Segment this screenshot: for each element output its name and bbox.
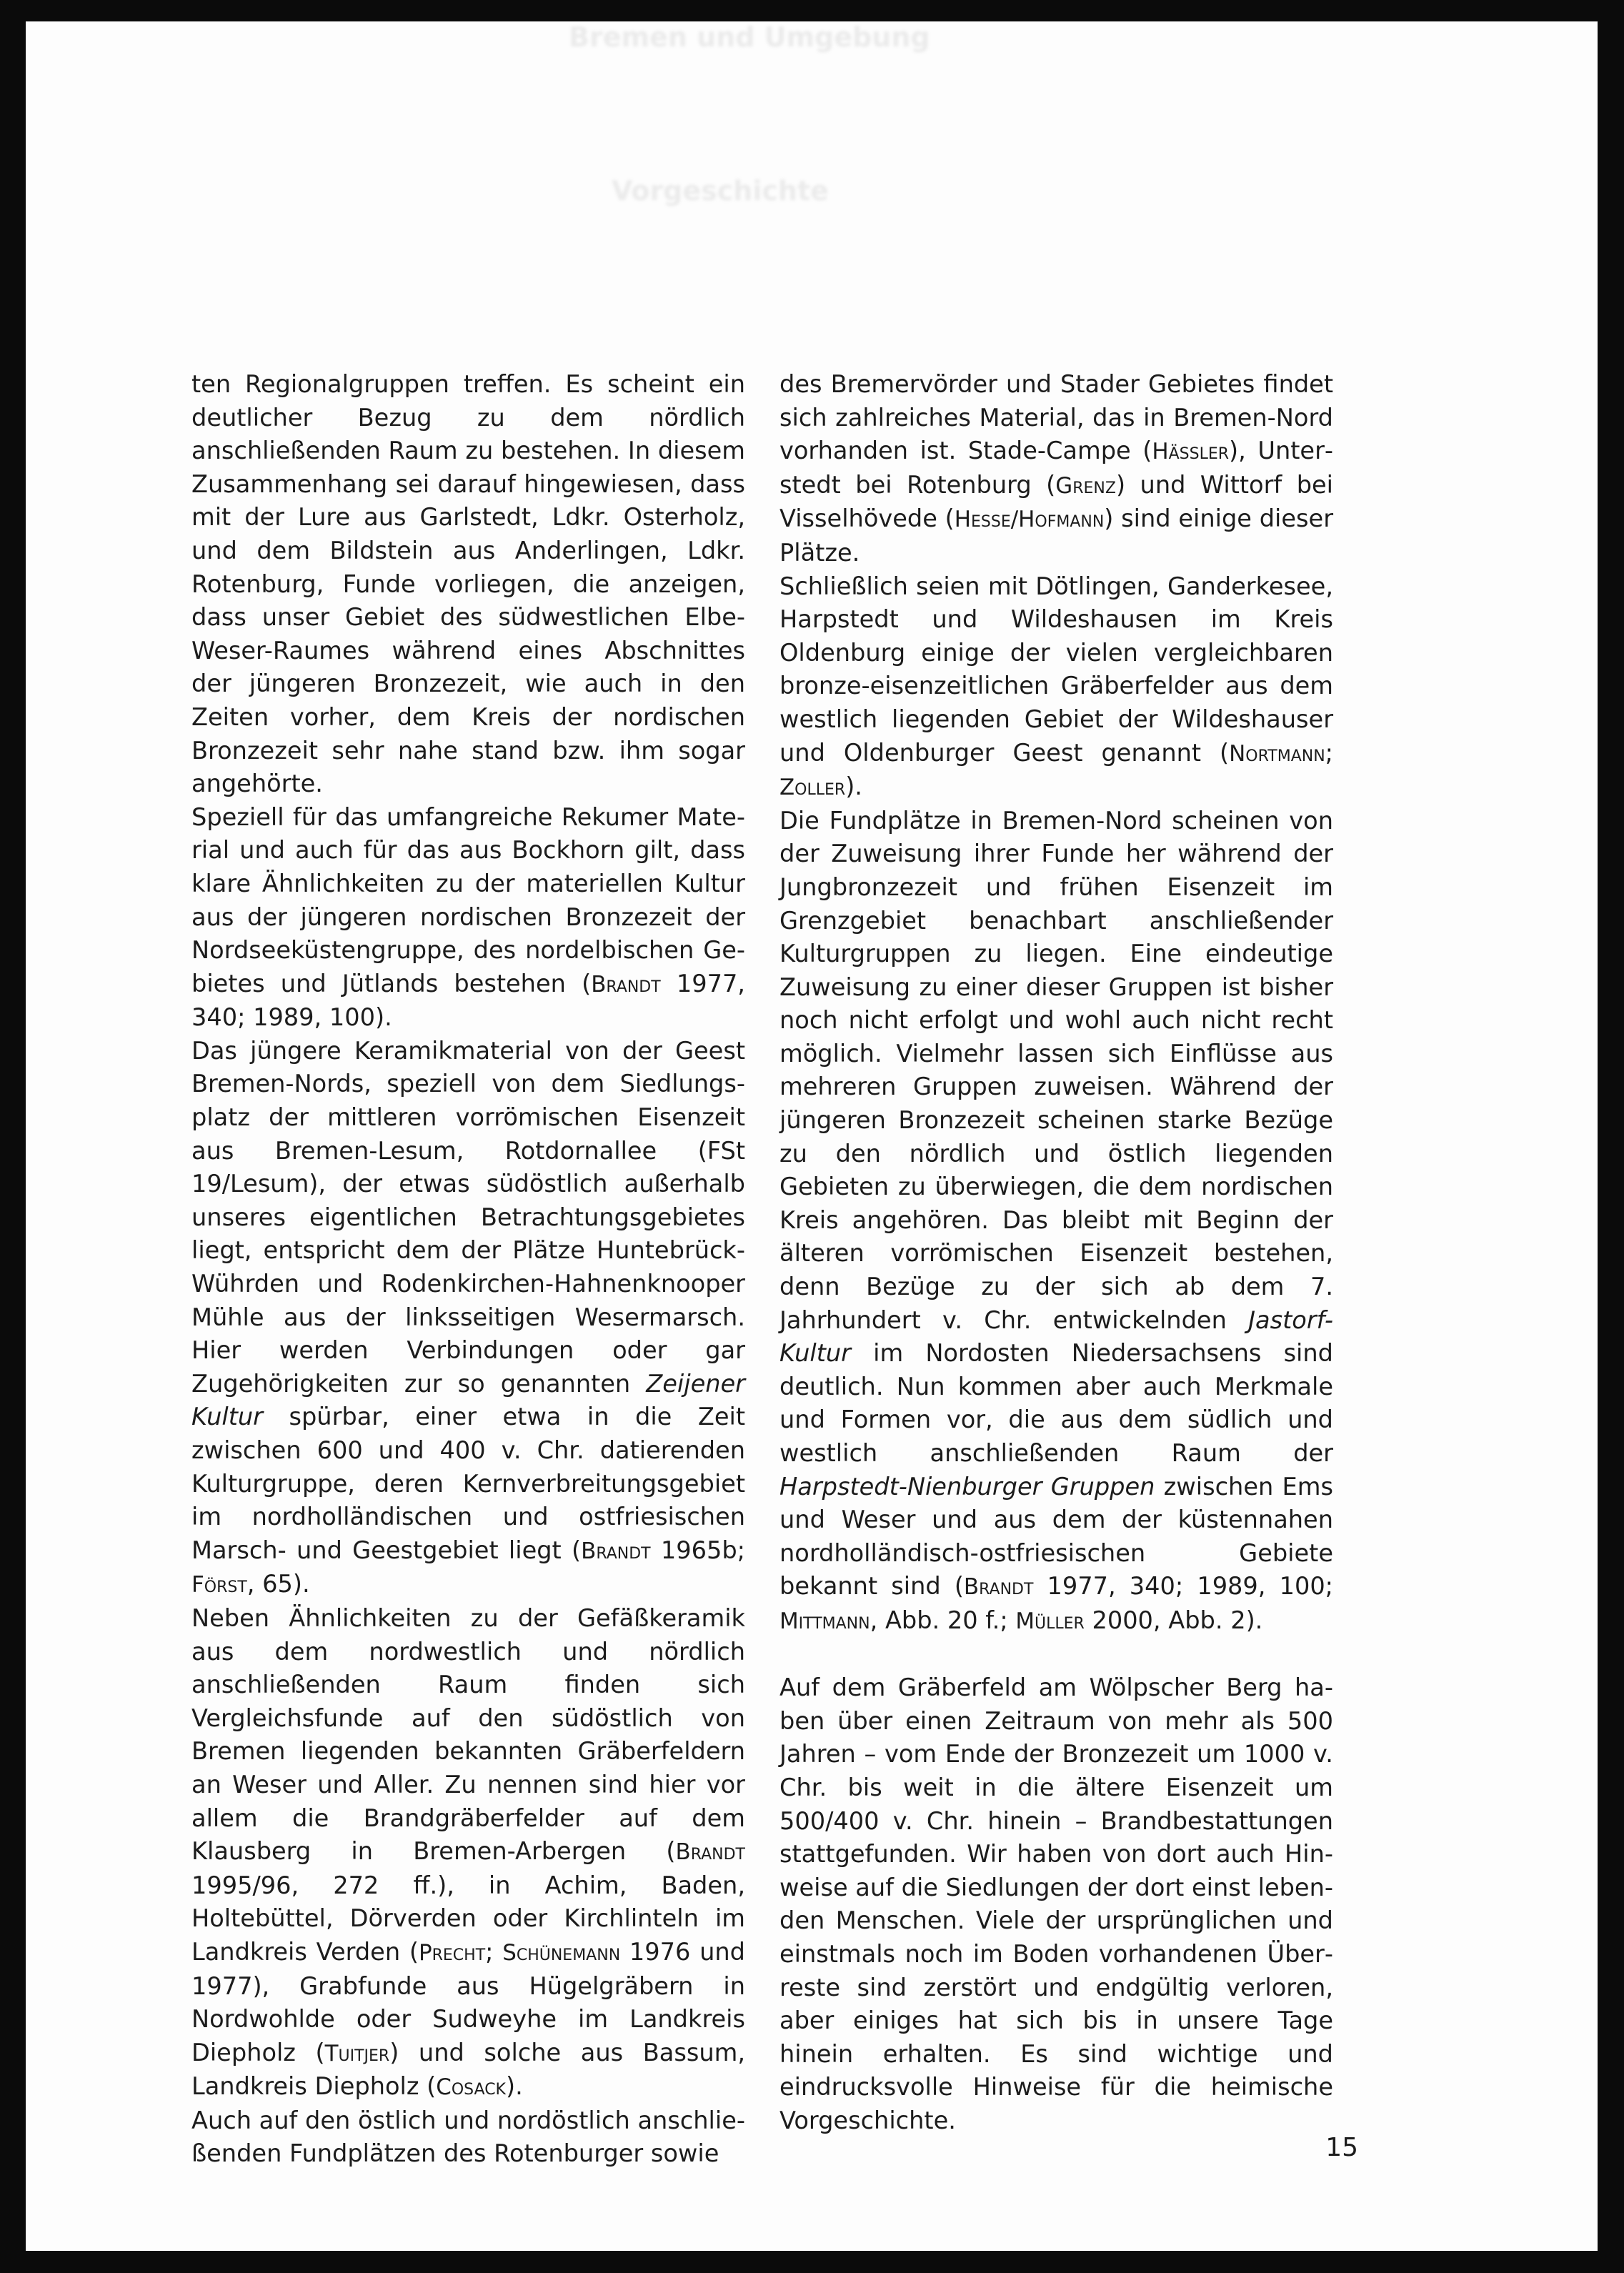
paragraph xyxy=(779,368,1333,570)
author-citation: Först xyxy=(191,1572,247,1598)
text-run: ; xyxy=(1325,738,1333,767)
text-run: 1976 und 1977), Grabfunde aus Hügelgräbern in Nordwohlde oder Sudweyhe im Landkreis Diepholz ( xyxy=(191,1937,745,2066)
bleed-through-heading: Bremen und Umgebung xyxy=(569,21,930,53)
text-run: zwischen Ems und Weser und aus dem der küstennahen nordholländisch-ostfriesischen Gebiete bekannt sind ( xyxy=(779,1472,1333,1601)
author-citation: Zoller xyxy=(779,775,846,801)
paragraph xyxy=(191,1602,745,2104)
text-run: Schließlich seien mit Dötlingen, Ganderkesee, Harpstedt und Wildeshausen im Kreis Oldenburg einige der vielen vergleichbaren bronze-eisenzeitlichen Gräberfelder aus dem westlich liegenden Gebiet der Wildeshauser und Oldenburger Geest genannt ( xyxy=(779,572,1333,767)
text-run: ). xyxy=(506,2072,523,2101)
text-run: ), Unterstedt bei Rotenburg ( xyxy=(779,437,1334,499)
author-citation: Müller xyxy=(1015,1608,1085,1634)
text-run: spürbar, einer etwa in die Zeit zwischen 600 und 400 v. Chr. datierenden Kulturgruppe, deren Kernverbreitungsgebiet im nordholländischen und ostfriesischen Marsch- und Geestgebiet liegt ( xyxy=(191,1403,745,1564)
paragraph: Auf dem Gräberfeld am Wölpscher Berg haben über einen Zeitraum von mehr als 500 Jahren – vom Ende der Bronzezeit um 1000 v. Chr. bis weit in die ältere Eisenzeit um 500/400 v. Chr. hinein – Brandbestattungen stattgefunden. Wir haben von dort auch Hinweise auf die Siedlungen der dort einst lebenden Menschen. Viele der ursprünglichen und einstmals noch im Boden vorhandenen Überreste sind zerstört und endgültig verloren, aber einiges hat sich bis in unsere Tage hinein erhalten. Es sind wichtige und eindrucksvolle Hinweise für die heimische Vorgeschichte. xyxy=(779,1673,1333,2134)
author-citation: Precht xyxy=(418,1939,486,1966)
text-run: im Nordosten Niedersachsens sind deutlich. Nun kommen aber auch Merkmale und Formen vor, die aus dem südlich und westlich anschließenden Raum der xyxy=(779,1339,1333,1467)
text-run: , 65). xyxy=(246,1570,310,1598)
author-citation: Brandt xyxy=(675,1839,745,1866)
text-run: ; xyxy=(485,1937,503,1966)
text-run: ) sind einige dieser Plätze. xyxy=(779,504,1333,567)
text-column-right xyxy=(779,368,1333,2137)
paragraph: Auch auf den östlich und nordöstlich anschließenden Fundplätzen des Rotenburger sowie xyxy=(191,2106,745,2168)
author-citation: Cosack xyxy=(436,2074,506,2101)
author-citation: Grenz xyxy=(1055,472,1116,499)
text-run: 1965b; xyxy=(650,1536,745,1564)
text-run: Die Fundplätze in Bremen-Nord scheinen von der Zuweisung ihrer Funde her während der Jungbronzezeit und frühen Eisenzeit im Grenzgebiet benachbart anschließender Kulturgruppen zu liegen. Eine eindeutige Zuweisung zu einer dieser Gruppen ist bisher noch nicht erfolgt und wohl auch nicht recht möglich. Vielmehr lassen sich Einflüsse aus mehreren Gruppen zuweisen. Während der jüngeren Bronzezeit scheinen starke Bezüge zu den nördlich und östlich liegenden Gebieten zu überwiegen, die dem nordischen Kreis angehören. Das bleibt mit Beginn der älteren vorrömischen Eisenzeit bestehen, denn Bezüge zu der sich ab dem 7. Jahrhundert v. Chr. entwickelnden xyxy=(779,806,1333,1334)
paragraph: ten Regionalgruppen treffen. Es scheint ein deutlicher Bezug zu dem nördlich anschließenden Raum zu bestehen. In diesem Zusammenhang sei darauf hingewiesen, dass mit der Lure aus Garlstedt, Ldkr. Osterholz, und dem Bildstein aus Anderlingen, Ldkr. Rotenburg, Funde vorliegen, die anzeigen, dass unser Gebiet des südwestlichen Elbe-Weser-Raumes während eines Abschnittes der jüngeren Bronzezeit, wie auch in den Zeiten vorher, dem Kreis der nordischen Bronzezeit sehr nahe stand bzw. ihm sogar angehörte. xyxy=(191,370,745,798)
paragraph xyxy=(191,801,745,1035)
author-citation: Tuitjer xyxy=(324,2040,390,2066)
page-sheet xyxy=(26,21,1598,2251)
text-run: , Abb. 20 f.; xyxy=(870,1606,1016,1634)
paragraph xyxy=(779,570,1333,805)
author-citation: Nortmann xyxy=(1229,740,1325,767)
author-citation: Mittmann xyxy=(779,1608,870,1634)
text-run: des Bremervörder und Stader Gebietes findet sich zahlreiches Material, das in Bremen-Nord vorhanden ist. Stade-Campe ( xyxy=(779,370,1333,465)
text-run: ). xyxy=(845,772,862,801)
text-run: 1977, 340; 1989, 100). xyxy=(191,969,745,1032)
author-citation: Brandt xyxy=(963,1574,1034,1601)
culture-term: Harpstedt-Nienburger Gruppen xyxy=(779,1472,1155,1501)
text-run: 2000, Abb. 2). xyxy=(1084,1606,1263,1634)
author-citation: Brandt xyxy=(581,1538,651,1564)
author-citation: Brandt xyxy=(591,971,661,998)
culture-term: Jastorf-Kultur xyxy=(779,1305,1333,1368)
author-citation: Hesse/Hofmann xyxy=(954,507,1105,533)
text-run: 1977, 340; 1989, 100; xyxy=(1033,1572,1333,1601)
text-run: ) und Wittorf bei Visselhövede ( xyxy=(779,470,1333,533)
text-run: 1995/96, 272 ff.), in Achim, Baden, Holtebüttel, Dörverden oder Kirchlinteln im Landkreis Verden ( xyxy=(191,1871,745,1966)
text-run: Speziell für das umfangreiche Rekumer Material und auch für das aus Bockhorn gilt, dass klare Ähnlichkeiten zu der materiellen Kultur aus der jüngeren nordischen Bronzezeit der Nordseeküstengruppe, des nordelbischen Gebietes und Jütlands bestehen ( xyxy=(191,802,745,998)
culture-term: Zeijener Kultur xyxy=(191,1369,745,1431)
bleed-through-subheading: Vorgeschichte xyxy=(612,175,829,207)
page-number: 15 xyxy=(1325,2133,1358,2162)
paragraph xyxy=(779,805,1333,1638)
text-column-left xyxy=(191,368,745,2171)
text-run: Neben Ähnlichkeiten zu der Gefäßkeramik aus dem nordwestlich und nördlich anschließenden Raum finden sich Vergleichsfunde auf den südöstlich von Bremen liegenden bekannten Gräberfeldern an Weser und Aller. Zu nennen sind hier vor allem die Brandgräberfelder auf dem Klausberg in Bremen-Arbergen ( xyxy=(191,1603,745,1866)
author-citation: Hässler xyxy=(1152,439,1230,465)
text-run: ) und solche aus Bassum, Landkreis Diepholz ( xyxy=(191,2038,745,2101)
author-citation: Schünemann xyxy=(502,1939,621,1966)
text-run: Das jüngere Keramikmaterial von der Geest Bremen-Nords, speziell von dem Siedlungsplatz der mittleren vorrömischen Eisenzeit aus Bremen-Lesum, Rotdornallee (FSt 19/Lesum), der etwas südöstlich außerhalb unseres eigentlichen Betrachtungsgebietes liegt, entspricht dem der Plätze Huntebrück-Wührden und Rodenkirchen-Hahnenknooper Mühle aus der linksseitigen Wesermarsch. Hier werden Verbindungen oder gar Zugehörigkeiten zur so genannten xyxy=(191,1036,745,1398)
paragraph xyxy=(191,1035,745,1602)
